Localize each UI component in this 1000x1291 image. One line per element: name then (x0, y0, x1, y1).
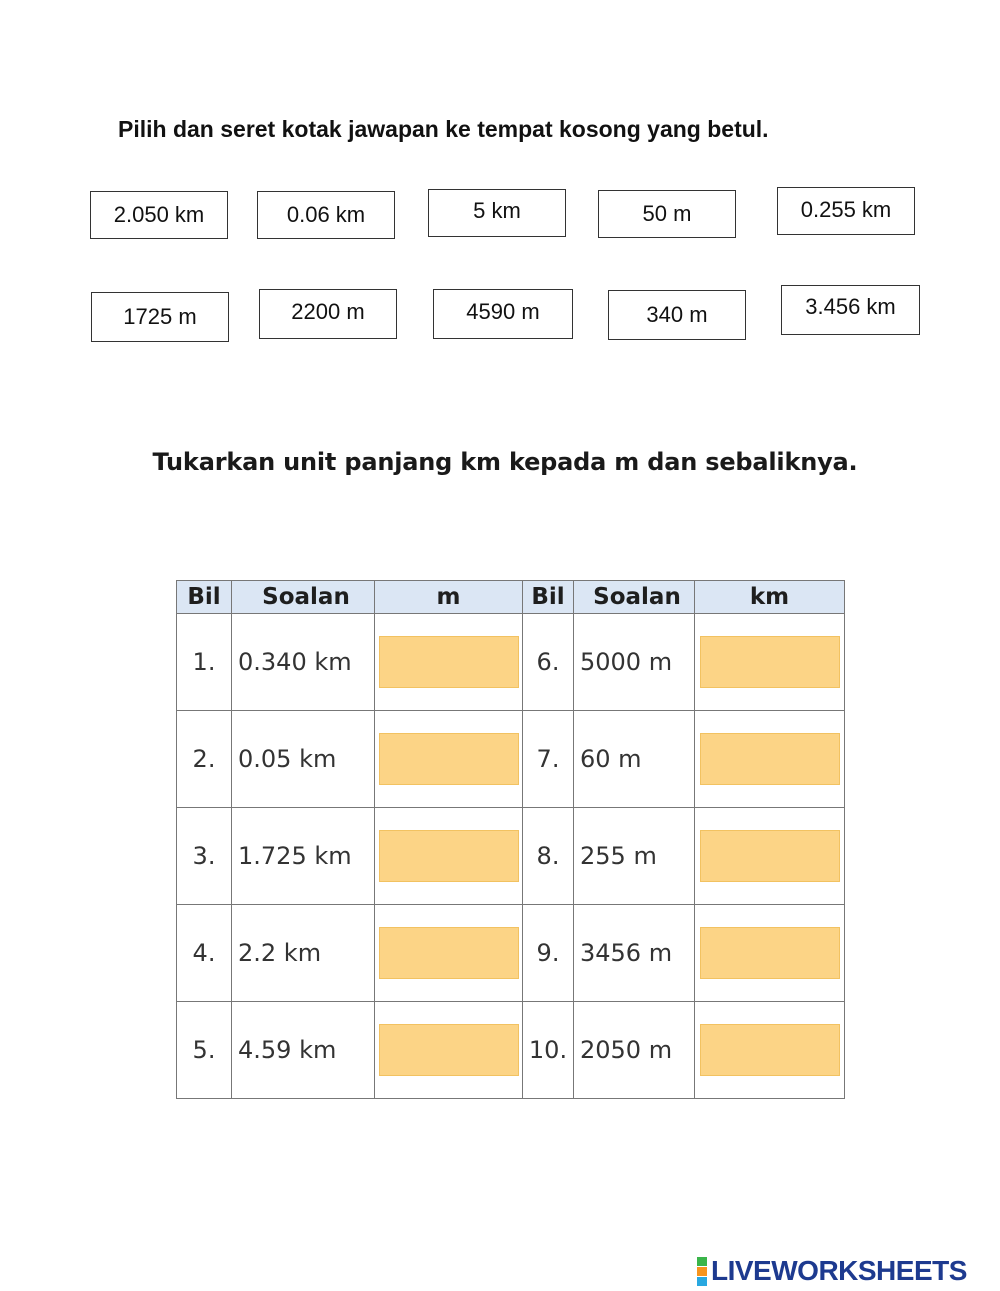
question-value: 3456 m (574, 905, 695, 1002)
table-row (177, 905, 845, 1002)
brand-name: LIVEWORKSHEETS (711, 1255, 967, 1286)
question-value: 4.59 km (232, 1002, 375, 1099)
answer-chip[interactable]: 3.456 km (781, 285, 920, 335)
question-value: 2050 m (574, 1002, 695, 1099)
table-row (177, 808, 845, 905)
header-km: km (695, 581, 845, 614)
answer-drop-zone[interactable] (700, 1024, 840, 1076)
answer-chip[interactable]: 1725 m (91, 292, 229, 342)
question-value: 255 m (574, 808, 695, 905)
answer-chip[interactable]: 0.06 km (257, 191, 395, 239)
answer-chip[interactable]: 2200 m (259, 289, 397, 339)
question-number: 10. (523, 1002, 574, 1099)
answer-chip[interactable]: 5 km (428, 189, 566, 237)
logo-block-blue (697, 1277, 707, 1286)
answer-chip[interactable]: 0.255 km (777, 187, 915, 235)
section-subtitle: Tukarkan unit panjang km kepada m dan sebaliknya. (152, 448, 858, 476)
answer-cell (695, 711, 845, 808)
question-number: 9. (523, 905, 574, 1002)
table-row (177, 711, 845, 808)
answer-cell (375, 1002, 523, 1099)
question-number: 5. (177, 1002, 232, 1099)
header-soalan: Soalan (232, 581, 375, 614)
question-number: 2. (177, 711, 232, 808)
question-number: 7. (523, 711, 574, 808)
answer-drop-zone[interactable] (700, 927, 840, 979)
answer-drop-zone[interactable] (379, 1024, 519, 1076)
answer-cell (695, 808, 845, 905)
question-number: 4. (177, 905, 232, 1002)
question-value: 5000 m (574, 614, 695, 711)
question-number: 3. (177, 808, 232, 905)
answer-drop-zone[interactable] (379, 636, 519, 688)
answer-drop-zone[interactable] (700, 830, 840, 882)
instruction-text: Pilih dan seret kotak jawapan ke tempat kosong yang betul. (118, 116, 769, 142)
question-value: 0.340 km (232, 614, 375, 711)
question-number: 8. (523, 808, 574, 905)
logo-block-orange (697, 1267, 707, 1276)
liveworksheets-logo (697, 1255, 967, 1287)
table-row (177, 614, 845, 711)
question-value: 60 m (574, 711, 695, 808)
table-header-row (177, 581, 845, 614)
answer-cell (695, 614, 845, 711)
answer-drop-zone[interactable] (700, 636, 840, 688)
answer-chip[interactable]: 340 m (608, 290, 746, 340)
answer-drop-zone[interactable] (379, 733, 519, 785)
conversion-table (176, 580, 845, 1099)
answer-drop-zone[interactable] (379, 927, 519, 979)
answer-cell (375, 711, 523, 808)
answer-cell (695, 905, 845, 1002)
answer-cell (375, 614, 523, 711)
question-value: 1.725 km (232, 808, 375, 905)
answer-cell (695, 1002, 845, 1099)
question-number: 6. (523, 614, 574, 711)
answer-chip[interactable]: 50 m (598, 190, 736, 238)
answer-chip[interactable]: 2.050 km (90, 191, 228, 239)
table-row (177, 1002, 845, 1099)
answer-chip[interactable]: 4590 m (433, 289, 573, 339)
answer-cell (375, 808, 523, 905)
logo-block-green (697, 1257, 707, 1266)
question-number: 1. (177, 614, 232, 711)
answer-cell (375, 905, 523, 1002)
logo-mark-icon (697, 1257, 707, 1286)
header-m: m (375, 581, 523, 614)
header-soalan: Soalan (574, 581, 695, 614)
header-bil: Bil (523, 581, 574, 614)
answer-drop-zone[interactable] (379, 830, 519, 882)
answer-drop-zone[interactable] (700, 733, 840, 785)
header-bil: Bil (177, 581, 232, 614)
question-value: 0.05 km (232, 711, 375, 808)
question-value: 2.2 km (232, 905, 375, 1002)
